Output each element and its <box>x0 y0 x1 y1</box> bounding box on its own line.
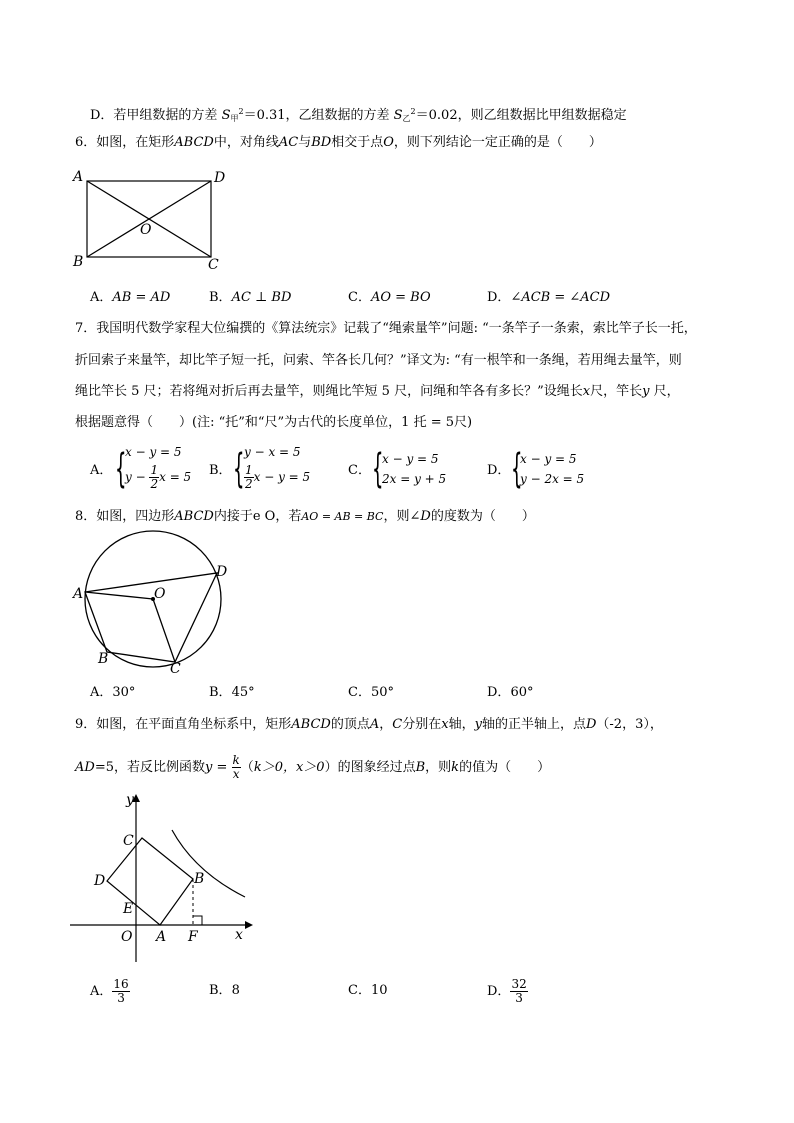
option-label: C． <box>348 685 371 700</box>
math: ∠D <box>409 509 431 524</box>
text: 内接于 <box>213 509 253 524</box>
option-text: ∠ACB = ∠ACD <box>510 290 611 305</box>
math: x <box>441 717 449 732</box>
label-d: D <box>94 873 106 889</box>
q9-coordinate-figure <box>70 790 260 965</box>
text: 轴， <box>448 717 475 732</box>
q9-line-2 <box>75 754 550 781</box>
math: ABCD <box>174 135 214 150</box>
equation-1: x − y = 5 <box>520 452 577 466</box>
text: 6．如图，在矩形 <box>75 135 175 150</box>
text: ， <box>379 717 393 732</box>
text: 中，对角线 <box>213 135 279 150</box>
math: B <box>415 760 426 775</box>
denominator: 3 <box>515 991 523 1005</box>
brace-icon: { <box>115 446 127 492</box>
option-text: 8 <box>231 983 240 998</box>
text: ）的图象经过点 <box>324 760 416 775</box>
math: D <box>585 717 597 732</box>
brace-icon: { <box>511 446 523 492</box>
variance-symbol: S <box>393 108 403 123</box>
q5-d-mid: ＝0.31，乙组数据的方差 <box>243 108 394 123</box>
numerator: 1 <box>245 463 253 477</box>
label-x: x <box>235 927 243 943</box>
text: 9．如图，在平面直角坐标系中，矩形 <box>75 717 292 732</box>
math: k＞0，x＞0 <box>253 760 325 775</box>
math: y <box>642 384 650 399</box>
option-text: AB = AD <box>112 290 171 305</box>
math: AO = AB = BC <box>301 510 384 523</box>
math: k <box>451 760 460 775</box>
option-label: B． <box>209 983 232 998</box>
text: 相交于点 <box>331 135 384 150</box>
q9-option-a[interactable] <box>90 973 130 1011</box>
text: 绳比竿长 5 尺；若将绳对折后再去量竿，则绳比竿短 5 尺，问绳和竿各有多长？”设绳长 <box>75 384 583 399</box>
variance-subscript: 甲 <box>230 114 239 123</box>
option-label: C． <box>348 290 371 305</box>
q8-option-d[interactable] <box>487 684 533 702</box>
q9-line-1 <box>75 716 663 734</box>
label-y: y <box>126 792 134 808</box>
option-label: C． <box>348 983 371 998</box>
text: （-2，3）， <box>596 717 663 732</box>
math: y − <box>125 470 150 484</box>
q6-option-c[interactable] <box>348 289 431 307</box>
label-f: F <box>188 929 198 945</box>
segment-oc <box>153 599 175 662</box>
text: ，若 <box>275 509 302 524</box>
numerator: 32 <box>511 977 527 991</box>
numerator: 16 <box>113 977 129 991</box>
q7-line-1: 7．我国明代数学家程大位编撰的《算法统宗》记载了“绳索量竿”问题: “一条竿子一条索，索比竿子长一托， <box>75 321 697 336</box>
segment-ao <box>85 592 153 599</box>
text: =5，若反比例函数 <box>94 760 205 775</box>
math: x − y = 5 <box>253 470 311 484</box>
q5-d-prefix: D．若甲组数据的方差 <box>90 108 222 123</box>
variance-superscript: 2 <box>238 107 244 116</box>
label-o: O <box>140 222 152 238</box>
option-label: D． <box>487 984 511 999</box>
q5-option-d <box>90 103 627 128</box>
denominator: x <box>232 767 240 781</box>
brace-icon: { <box>372 446 384 492</box>
equation-2 <box>125 464 191 491</box>
brace-icon: { <box>233 446 245 492</box>
option-label: D． <box>487 290 511 305</box>
equation-1: y − x = 5 <box>244 445 301 459</box>
rectangle-abcd <box>107 838 193 925</box>
math: A <box>369 717 380 732</box>
text: 尺，竿长 <box>590 384 643 399</box>
q8-stem <box>75 508 535 526</box>
q7-line-3 <box>75 383 680 401</box>
option-label: A． <box>90 463 113 478</box>
option-text: AO = BO <box>370 290 431 305</box>
denominator: 2 <box>150 477 159 491</box>
q7-line-4: 根据题意得（ ）(注: “托”和“尺”为古代的长度单位，1 托 = 5尺) <box>75 415 473 430</box>
equation-system <box>125 442 191 491</box>
math: x <box>582 384 591 399</box>
q8-option-b[interactable] <box>209 684 255 702</box>
q5-d-suffix: ＝0.02，则乙组数据比甲组数据稳定 <box>415 108 627 123</box>
math: x = 5 <box>159 470 192 484</box>
label-o: O <box>121 929 133 945</box>
math: AC <box>278 135 299 150</box>
option-label: A． <box>90 984 113 999</box>
text: 轴的正半轴上，点 <box>481 717 586 732</box>
text: ，则 <box>383 509 410 524</box>
text: 的顶点 <box>330 717 370 732</box>
q6-stem <box>75 134 602 152</box>
q8-circle-figure <box>70 535 240 680</box>
hyperbola-curve <box>172 830 245 897</box>
option-label: A． <box>90 685 113 700</box>
equation-2 <box>244 464 310 491</box>
equation-1: x − y = 5 <box>125 445 182 459</box>
option-label: B． <box>209 463 232 478</box>
label-c: C <box>208 257 219 273</box>
q7-line-2: 折回索子来量竿，却比竿子短一托，问索、竿各长几何？”译文为: “有一根竿和一条绳，若用绳去量竿，则 <box>75 353 682 368</box>
label-b: B <box>194 871 205 887</box>
text: 的值为（ ） <box>459 760 551 775</box>
x-axis-arrow-icon <box>245 921 253 929</box>
label-c: C <box>170 661 181 677</box>
numerator: k <box>232 753 240 767</box>
option-text: AC ⊥ BD <box>231 290 292 305</box>
equation-2: 2x = y + 5 <box>382 472 447 486</box>
math: ABCD <box>291 717 331 732</box>
option-label: D． <box>487 463 511 478</box>
math: BD <box>311 135 332 150</box>
q9-option-b[interactable] <box>209 982 240 1000</box>
option-label: A． <box>90 290 113 305</box>
denominator: 2 <box>245 477 253 491</box>
label-d: D <box>216 564 228 580</box>
label-e: E <box>123 901 134 917</box>
math: ABCD <box>174 509 214 524</box>
option-text: 10 <box>370 983 388 998</box>
option-text: 45° <box>231 685 255 700</box>
denominator: 3 <box>117 991 125 1005</box>
variance-superscript: 2 <box>410 107 416 116</box>
math: = <box>212 760 232 775</box>
label-c: C <box>123 833 134 849</box>
variance-subscript: 乙 <box>402 114 411 123</box>
math: AD <box>75 760 95 775</box>
label-a: A <box>73 586 84 602</box>
quadrilateral-abcd <box>85 573 217 662</box>
text: 的度数为（ ） <box>430 509 535 524</box>
label-a: A <box>156 929 167 945</box>
q6-option-d[interactable] <box>487 289 610 307</box>
math: e O <box>252 509 276 524</box>
q6-option-b[interactable] <box>209 289 291 307</box>
option-label: D． <box>487 685 511 700</box>
right-angle-mark <box>193 916 202 925</box>
equation-system <box>382 449 446 489</box>
option-label: B． <box>209 685 232 700</box>
text: ，则 <box>425 760 452 775</box>
q9-option-c[interactable] <box>348 982 388 1000</box>
option-text: 50° <box>370 685 394 700</box>
label-b: B <box>73 254 84 270</box>
label-d: D <box>214 170 226 186</box>
numerator: 1 <box>150 463 159 477</box>
text: 分别在 <box>402 717 442 732</box>
math: C <box>392 717 403 732</box>
text: ，则下列结论一定正确的是（ ） <box>393 135 602 150</box>
math: y <box>204 760 213 775</box>
label-o: O <box>154 586 166 602</box>
label-a: A <box>73 169 84 185</box>
q8-option-a[interactable] <box>90 684 135 702</box>
equation-system <box>520 449 584 489</box>
option-text: 60° <box>510 685 534 700</box>
q8-option-c[interactable] <box>348 684 394 702</box>
option-label: B． <box>209 290 232 305</box>
q6-rectangle-figure <box>70 165 240 275</box>
text: 尺， <box>649 384 680 399</box>
math: y <box>474 717 482 732</box>
q6-option-a[interactable] <box>90 289 170 307</box>
equation-system <box>244 442 310 491</box>
label-b: B <box>98 651 109 667</box>
text: （ <box>240 760 254 775</box>
equation-2: y − 2x = 5 <box>520 472 585 486</box>
option-text: 30° <box>112 685 136 700</box>
q9-option-d[interactable] <box>487 973 528 1011</box>
variance-symbol: S <box>221 108 231 123</box>
text: 8．如图，四边形 <box>75 509 175 524</box>
math: O <box>383 135 394 150</box>
option-label: C． <box>348 463 371 478</box>
text: 与 <box>298 135 312 150</box>
equation-1: x − y = 5 <box>382 452 439 466</box>
